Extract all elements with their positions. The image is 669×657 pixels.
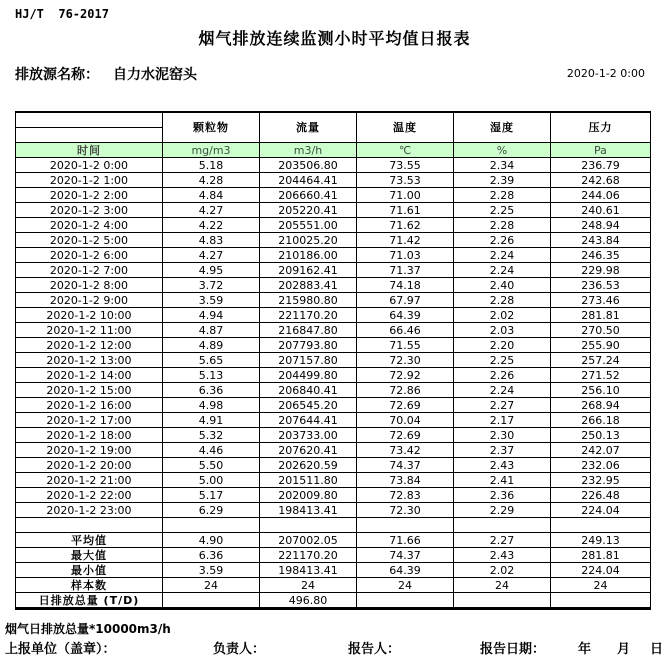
value-cell: 2.28 — [454, 293, 551, 308]
column-header-temperature: 温度 — [357, 112, 454, 143]
value-cell: 281.81 — [551, 308, 651, 323]
value-cell: 3.72 — [163, 278, 260, 293]
value-cell: 2.24 — [454, 383, 551, 398]
value-cell: 266.18 — [551, 413, 651, 428]
summary-value-cell: 24 — [357, 578, 454, 593]
value-cell: 242.07 — [551, 443, 651, 458]
time-cell: 2020-1-2 17:00 — [16, 413, 163, 428]
time-cell: 2020-1-2 4:00 — [16, 218, 163, 233]
table-header-section — [16, 112, 651, 158]
table-row — [16, 338, 651, 353]
value-cell: 248.94 — [551, 218, 651, 233]
table-row — [16, 203, 651, 218]
value-cell: 207157.80 — [260, 353, 357, 368]
summary-value-cell: 281.81 — [551, 548, 651, 563]
value-cell: 4.27 — [163, 203, 260, 218]
summary-rows — [16, 533, 651, 609]
value-cell: 216847.80 — [260, 323, 357, 338]
value-cell: 6.36 — [163, 383, 260, 398]
value-cell: 2.25 — [454, 353, 551, 368]
value-cell: 4.94 — [163, 308, 260, 323]
column-header-humidity: 湿度 — [454, 112, 551, 143]
summary-value-cell: 71.66 — [357, 533, 454, 548]
time-cell: 2020-1-2 1:00 — [16, 173, 163, 188]
summary-value-cell: 64.39 — [357, 563, 454, 578]
value-cell: 205220.41 — [260, 203, 357, 218]
value-cell: 271.52 — [551, 368, 651, 383]
summary-value-cell: 24 — [551, 578, 651, 593]
value-cell: 5.18 — [163, 158, 260, 173]
value-cell: 71.62 — [357, 218, 454, 233]
summary-value-cell: 224.04 — [551, 563, 651, 578]
value-cell: 206660.41 — [260, 188, 357, 203]
value-cell: 4.84 — [163, 188, 260, 203]
table-row — [16, 473, 651, 488]
table-row — [16, 263, 651, 278]
time-cell: 2020-1-2 19:00 — [16, 443, 163, 458]
emission-source-line — [15, 64, 197, 84]
value-cell: 2.36 — [454, 488, 551, 503]
value-cell: 71.42 — [357, 233, 454, 248]
value-cell: 2.37 — [454, 443, 551, 458]
time-cell: 2020-1-2 5:00 — [16, 233, 163, 248]
value-cell: 250.13 — [551, 428, 651, 443]
value-cell: 2.25 — [454, 203, 551, 218]
table-row — [16, 218, 651, 233]
value-cell: 232.06 — [551, 458, 651, 473]
unit-particulate: mg/m3 — [163, 143, 260, 158]
table-row — [16, 308, 651, 323]
value-cell: 73.55 — [357, 158, 454, 173]
value-cell: 221170.20 — [260, 308, 357, 323]
summary-label-cell: 平均值 — [16, 533, 163, 548]
summary-value-cell: 74.37 — [357, 548, 454, 563]
summary-label-cell: 日排放总量 (T/D) — [16, 593, 163, 609]
signature-line — [0, 638, 669, 656]
time-cell: 2020-1-2 16:00 — [16, 398, 163, 413]
value-cell: 202620.59 — [260, 458, 357, 473]
value-cell: 257.24 — [551, 353, 651, 368]
summary-label-cell: 最小值 — [16, 563, 163, 578]
table-row — [16, 398, 651, 413]
value-cell: 4.28 — [163, 173, 260, 188]
value-cell: 268.94 — [551, 398, 651, 413]
value-cell: 2.40 — [454, 278, 551, 293]
value-cell: 198413.41 — [260, 503, 357, 518]
table-row — [16, 413, 651, 428]
time-cell: 2020-1-2 13:00 — [16, 353, 163, 368]
time-cell: 2020-1-2 3:00 — [16, 203, 163, 218]
value-cell: 2.34 — [454, 158, 551, 173]
value-cell: 73.53 — [357, 173, 454, 188]
value-cell: 202009.80 — [260, 488, 357, 503]
summary-value-cell: 4.90 — [163, 533, 260, 548]
value-cell: 210025.20 — [260, 233, 357, 248]
pollutant-header-row — [16, 112, 651, 128]
value-cell: 2.39 — [454, 173, 551, 188]
value-cell: 72.83 — [357, 488, 454, 503]
report-datetime: 2020-1-2 0:00 — [566, 67, 645, 80]
value-cell: 203506.80 — [260, 158, 357, 173]
time-cell: 2020-1-2 21:00 — [16, 473, 163, 488]
value-cell: 71.37 — [357, 263, 454, 278]
table-row — [16, 173, 651, 188]
summary-row — [16, 548, 651, 563]
value-cell: 71.61 — [357, 203, 454, 218]
value-cell: 224.04 — [551, 503, 651, 518]
value-cell: 215980.80 — [260, 293, 357, 308]
value-cell: 2.27 — [454, 398, 551, 413]
value-cell: 64.39 — [357, 308, 454, 323]
table-row — [16, 353, 651, 368]
value-cell: 4.91 — [163, 413, 260, 428]
summary-value-cell: 496.80 — [260, 593, 357, 609]
table-row — [16, 368, 651, 383]
summary-row — [16, 578, 651, 593]
value-cell: 4.22 — [163, 218, 260, 233]
value-cell: 205551.00 — [260, 218, 357, 233]
value-cell: 207793.80 — [260, 338, 357, 353]
value-cell: 240.61 — [551, 203, 651, 218]
monitoring-table — [15, 111, 651, 610]
time-cell: 2020-1-2 9:00 — [16, 293, 163, 308]
value-cell: 72.69 — [357, 428, 454, 443]
value-cell: 74.37 — [357, 458, 454, 473]
value-cell: 3.59 — [163, 293, 260, 308]
value-cell: 5.65 — [163, 353, 260, 368]
time-cell: 2020-1-2 15:00 — [16, 383, 163, 398]
summary-value-cell — [357, 593, 454, 609]
value-cell: 4.83 — [163, 233, 260, 248]
value-cell: 71.55 — [357, 338, 454, 353]
value-cell: 242.68 — [551, 173, 651, 188]
year-label: 年 — [578, 642, 592, 657]
time-cell: 2020-1-2 22:00 — [16, 488, 163, 503]
value-cell: 71.03 — [357, 248, 454, 263]
time-cell: 2020-1-2 12:00 — [16, 338, 163, 353]
column-header-pressure: 压力 — [551, 112, 651, 143]
value-cell: 67.97 — [357, 293, 454, 308]
responsible-person-label: 负责人： — [213, 642, 266, 657]
summary-label-cell: 最大值 — [16, 548, 163, 563]
value-cell: 2.29 — [454, 503, 551, 518]
total-emission-note: 烟气日排放总量*10000m3/h — [5, 622, 171, 636]
summary-value-cell: 198413.41 — [260, 563, 357, 578]
table-row — [16, 158, 651, 173]
value-cell: 2.02 — [454, 308, 551, 323]
table-row — [16, 383, 651, 398]
page-title: 烟气排放连续监测小时平均值日报表 — [198, 29, 471, 48]
summary-section — [16, 518, 651, 533]
value-cell: 204464.41 — [260, 173, 357, 188]
value-cell: 209162.41 — [260, 263, 357, 278]
value-cell: 2.03 — [454, 323, 551, 338]
value-cell: 207620.41 — [260, 443, 357, 458]
time-cell: 2020-1-2 7:00 — [16, 263, 163, 278]
summary-value-cell: 207002.05 — [260, 533, 357, 548]
table-row — [16, 188, 651, 203]
value-cell: 4.89 — [163, 338, 260, 353]
reporter-label: 报告人： — [348, 642, 401, 657]
report-date-label: 报告日期： — [480, 642, 546, 657]
value-cell: 72.30 — [357, 353, 454, 368]
table-row — [16, 278, 651, 293]
value-cell: 5.13 — [163, 368, 260, 383]
value-cell: 2.26 — [454, 368, 551, 383]
table-row — [16, 428, 651, 443]
table-row — [16, 503, 651, 518]
value-cell: 2.24 — [454, 263, 551, 278]
value-cell: 244.06 — [551, 188, 651, 203]
table-row — [16, 233, 651, 248]
summary-value-cell: 221170.20 — [260, 548, 357, 563]
summary-value-cell: 24 — [163, 578, 260, 593]
value-cell: 236.53 — [551, 278, 651, 293]
value-cell: 2.20 — [454, 338, 551, 353]
value-cell: 2.41 — [454, 473, 551, 488]
value-cell: 206840.41 — [260, 383, 357, 398]
value-cell: 4.87 — [163, 323, 260, 338]
time-cell: 2020-1-2 18:00 — [16, 428, 163, 443]
summary-value-cell: 2.02 — [454, 563, 551, 578]
month-label: 月 — [617, 642, 631, 657]
report-unit-label: 上报单位（盖章）： — [5, 642, 116, 657]
time-cell: 2020-1-2 6:00 — [16, 248, 163, 263]
value-cell: 74.18 — [357, 278, 454, 293]
value-cell: 2.26 — [454, 233, 551, 248]
table-row — [16, 248, 651, 263]
summary-value-cell: 24 — [260, 578, 357, 593]
value-cell: 204499.80 — [260, 368, 357, 383]
value-cell: 232.95 — [551, 473, 651, 488]
table-row — [16, 458, 651, 473]
value-cell: 2.43 — [454, 458, 551, 473]
day-label: 日 — [650, 642, 664, 657]
table-row — [16, 293, 651, 308]
time-cell: 2020-1-2 11:00 — [16, 323, 163, 338]
summary-value-cell — [163, 593, 260, 609]
value-cell: 201511.80 — [260, 473, 357, 488]
emission-source-label: 排放源名称： — [15, 67, 99, 83]
table-row — [16, 323, 651, 338]
value-cell: 2.28 — [454, 218, 551, 233]
time-cell: 2020-1-2 0:00 — [16, 158, 163, 173]
value-cell: 2.28 — [454, 188, 551, 203]
value-cell: 202883.41 — [260, 278, 357, 293]
summary-row — [16, 563, 651, 578]
unit-temperature: ℃ — [357, 143, 454, 158]
table-row — [16, 488, 651, 503]
time-cell: 2020-1-2 14:00 — [16, 368, 163, 383]
summary-value-cell: 2.27 — [454, 533, 551, 548]
value-cell: 273.46 — [551, 293, 651, 308]
summary-row — [16, 533, 651, 548]
value-cell: 72.30 — [357, 503, 454, 518]
value-cell: 70.04 — [357, 413, 454, 428]
value-cell: 4.46 — [163, 443, 260, 458]
time-cell: 2020-1-2 10:00 — [16, 308, 163, 323]
value-cell: 236.79 — [551, 158, 651, 173]
time-column-header: 时间 — [16, 143, 163, 158]
time-cell: 2020-1-2 23:00 — [16, 503, 163, 518]
value-cell: 210186.00 — [260, 248, 357, 263]
value-cell: 73.84 — [357, 473, 454, 488]
data-rows — [16, 158, 651, 518]
value-cell: 206545.20 — [260, 398, 357, 413]
value-cell: 72.92 — [357, 368, 454, 383]
value-cell: 4.27 — [163, 248, 260, 263]
value-cell: 5.50 — [163, 458, 260, 473]
value-cell: 5.00 — [163, 473, 260, 488]
value-cell: 246.35 — [551, 248, 651, 263]
value-cell: 203733.00 — [260, 428, 357, 443]
value-cell: 72.69 — [357, 398, 454, 413]
time-cell: 2020-1-2 8:00 — [16, 278, 163, 293]
summary-value-cell: 6.36 — [163, 548, 260, 563]
standard-number: HJ/T 76-2017 — [15, 7, 109, 21]
value-cell: 71.00 — [357, 188, 454, 203]
header-blank-cell-bottom — [16, 128, 163, 143]
value-cell: 4.95 — [163, 263, 260, 278]
value-cell: 4.98 — [163, 398, 260, 413]
value-cell: 72.86 — [357, 383, 454, 398]
unit-pressure: Pa — [551, 143, 651, 158]
summary-value-cell: 24 — [454, 578, 551, 593]
value-cell: 2.24 — [454, 248, 551, 263]
value-cell: 5.17 — [163, 488, 260, 503]
summary-value-cell: 3.59 — [163, 563, 260, 578]
unit-humidity: % — [454, 143, 551, 158]
value-cell: 270.50 — [551, 323, 651, 338]
summary-value-cell: 2.43 — [454, 548, 551, 563]
value-cell: 229.98 — [551, 263, 651, 278]
column-header-particulate: 颗粒物 — [163, 112, 260, 143]
time-cell: 2020-1-2 2:00 — [16, 188, 163, 203]
value-cell: 6.29 — [163, 503, 260, 518]
value-cell: 73.42 — [357, 443, 454, 458]
summary-value-cell — [551, 593, 651, 609]
spacer-row — [16, 518, 651, 533]
summary-value-cell — [454, 593, 551, 609]
header-blank-cell-top — [16, 112, 163, 128]
value-cell: 2.30 — [454, 428, 551, 443]
value-cell: 66.46 — [357, 323, 454, 338]
value-cell: 5.32 — [163, 428, 260, 443]
value-cell: 226.48 — [551, 488, 651, 503]
value-cell: 2.17 — [454, 413, 551, 428]
units-row — [16, 143, 651, 158]
summary-row — [16, 593, 651, 609]
summary-value-cell: 249.13 — [551, 533, 651, 548]
time-cell: 2020-1-2 20:00 — [16, 458, 163, 473]
value-cell: 256.10 — [551, 383, 651, 398]
column-header-flow: 流量 — [260, 112, 357, 143]
value-cell: 243.84 — [551, 233, 651, 248]
value-cell: 207644.41 — [260, 413, 357, 428]
emission-source-name: 自力水泥窑头 — [113, 67, 197, 83]
value-cell: 255.90 — [551, 338, 651, 353]
table-row — [16, 443, 651, 458]
summary-label-cell: 样本数 — [16, 578, 163, 593]
unit-flow: m3/h — [260, 143, 357, 158]
